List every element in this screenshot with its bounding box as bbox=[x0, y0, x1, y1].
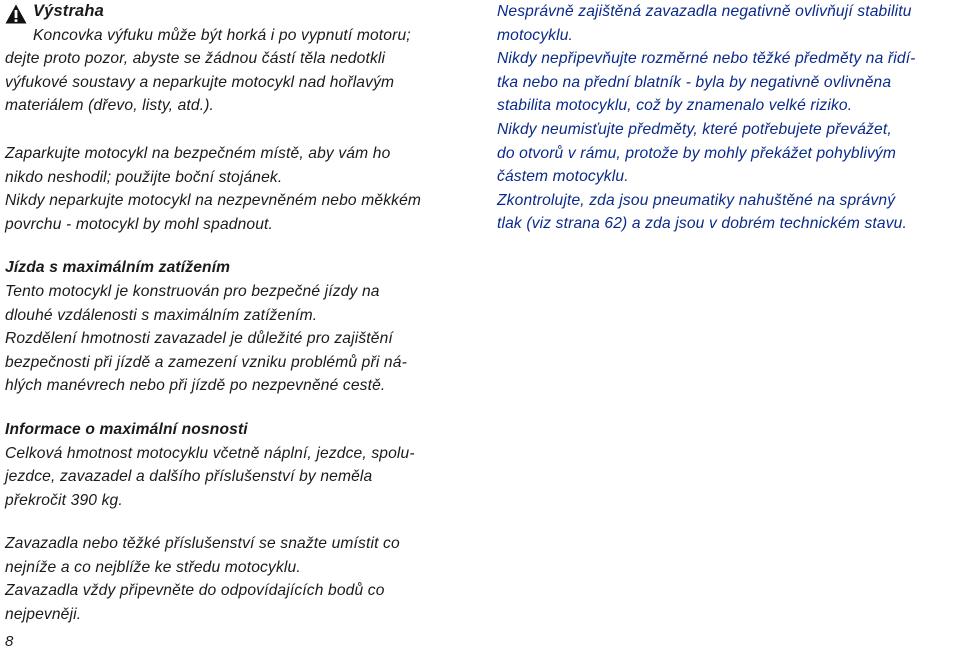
warning-line: výfukové soustavy a neparkujte motocykl nad hořlavým bbox=[5, 73, 395, 91]
warning-title: Výstraha bbox=[33, 2, 104, 20]
warning-line: dejte proto pozor, abyste se žádnou částí těla nedotkli bbox=[5, 50, 386, 68]
right-line: Zkontrolujte, zda jsou pneumatiky nahuštěné na správný bbox=[497, 191, 896, 209]
max-load-line: Tento motocykl je konstruován pro bezpečné jízdy na bbox=[5, 282, 380, 300]
right-line: tlak (viz strana 62) a zda jsou v dobrém technickém stavu. bbox=[497, 215, 907, 233]
right-line: tka nebo na přední blatník - byla by negativně ovlivněna bbox=[497, 73, 892, 91]
parking-line: Nikdy neparkujte motocykl na nezpevněném nebo měkkém bbox=[5, 192, 422, 210]
capacity-line: jezdce, zavazadel a dalšího příslušenství by neměla bbox=[5, 468, 373, 486]
max-load-line: Rozdělení hmotnosti zavazadel je důležité pro zajištění bbox=[5, 330, 393, 348]
warning-line: Koncovka výfuku může být horká i po vypnutí motoru; bbox=[33, 26, 411, 44]
max-load-section bbox=[5, 256, 475, 398]
luggage-paragraph bbox=[5, 532, 475, 626]
parking-line: Zaparkujte motocykl na bezpečném místě, aby vám ho bbox=[5, 144, 391, 162]
right-line: částem motocyklu. bbox=[497, 168, 629, 186]
right-line: Nikdy nepřipevňujte rozměrné nebo těžké předměty na řidí- bbox=[497, 50, 916, 68]
max-load-line: hlých manévrech nebo při jízdě po nezpevněné cestě. bbox=[5, 377, 386, 395]
max-load-heading: Jízda s maximálním zatížením bbox=[5, 259, 231, 277]
capacity-line: Celková hmotnost motocyklu včetně náplní, jezdce, spolu- bbox=[5, 444, 415, 462]
luggage-line: nejníže a co nejblíže ke středu motocyklu. bbox=[5, 558, 301, 576]
right-line: motocyklu. bbox=[497, 26, 574, 44]
luggage-line: Zavazadla vždy připevněte do odpovídajících bodů co bbox=[5, 582, 385, 600]
max-load-line: dlouhé vzdálenosti s maximálním zatížením. bbox=[5, 306, 318, 324]
luggage-line: nejpevněji. bbox=[5, 606, 82, 624]
right-column bbox=[497, 0, 955, 236]
page-number: 8 bbox=[5, 633, 14, 650]
warning-block bbox=[5, 0, 475, 47]
right-line: do otvorů v rámu, protože by mohly překážet pohyblivým bbox=[497, 144, 896, 162]
capacity-section bbox=[5, 418, 475, 512]
parking-line: povrchu - motocykl by mohl spadnout. bbox=[5, 215, 274, 233]
right-line: Nikdy neumisťujte předměty, které potřebujete převážet, bbox=[497, 120, 892, 138]
right-line: Nesprávně zajištěná zavazadla negativně ovlivňují stabilitu bbox=[497, 3, 912, 20]
warning-line: materiálem (dřevo, listy, atd.). bbox=[5, 97, 215, 115]
parking-line: nikdo neshodil; použijte boční stojánek. bbox=[5, 168, 283, 186]
max-load-line: bezpečnosti při jízdě a zamezení vzniku problémů při ná- bbox=[5, 353, 407, 371]
warning-triangle-icon bbox=[5, 4, 27, 24]
right-line: stabilita motocyklu, což by znamenalo velké riziko. bbox=[497, 97, 853, 115]
left-column bbox=[5, 0, 475, 627]
capacity-line: překročit 390 kg. bbox=[5, 491, 123, 509]
parking-paragraph bbox=[5, 142, 475, 236]
luggage-line: Zavazadla nebo těžké příslušenství se snažte umístit co bbox=[5, 535, 400, 553]
capacity-heading: Informace o maximální nosnosti bbox=[5, 420, 248, 438]
